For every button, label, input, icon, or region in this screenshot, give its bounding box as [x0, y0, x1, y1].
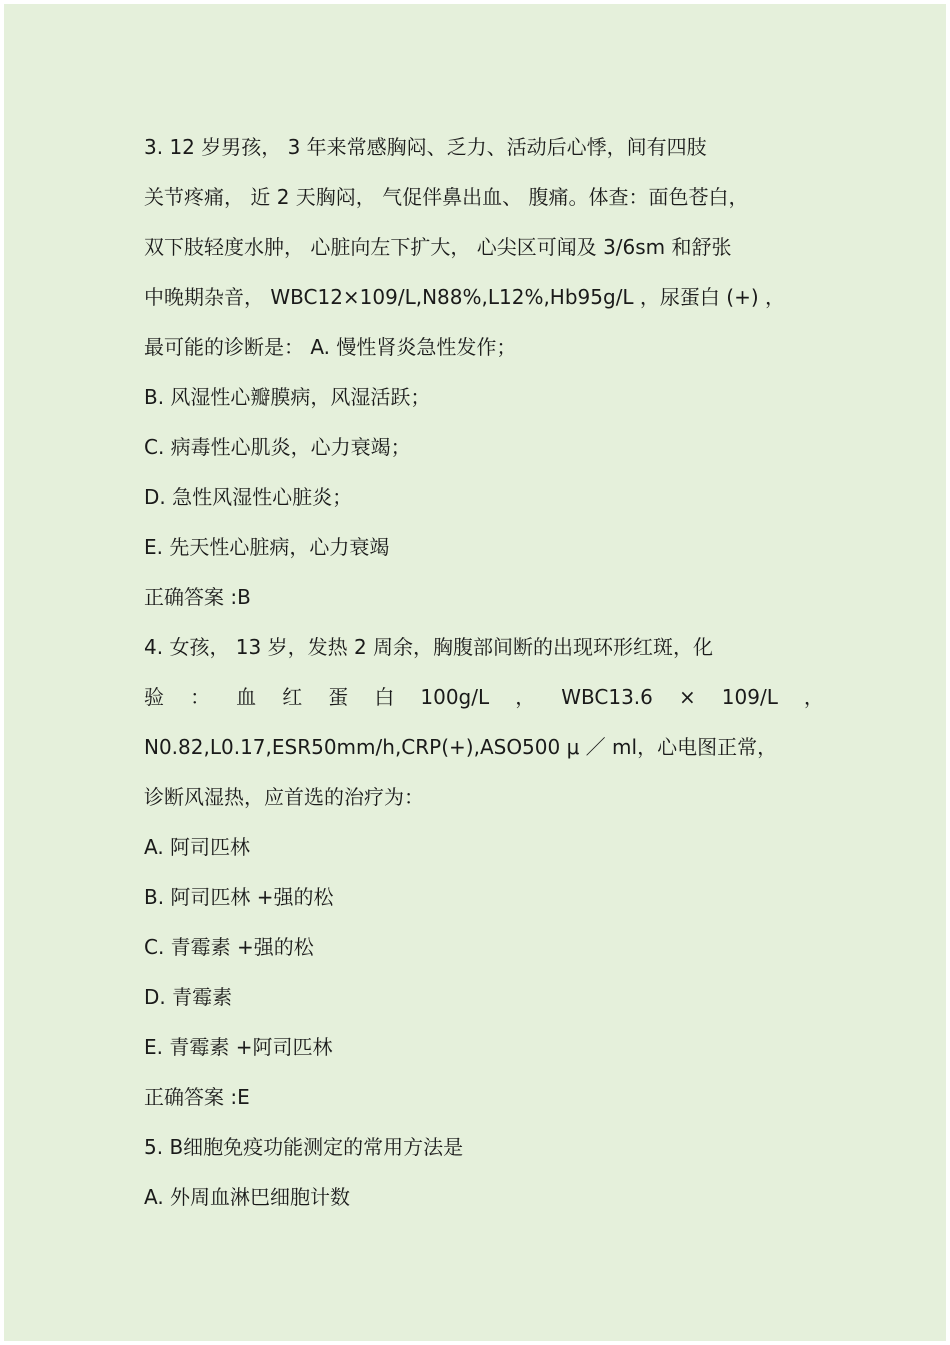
lab-part: 100g/L: [420, 685, 490, 709]
lab-part: ×: [678, 685, 696, 709]
document-content: [144, 122, 824, 1222]
question-4-option-a: A. 阿司匹林: [144, 835, 251, 859]
question-4-stem-line-2: [144, 672, 824, 722]
question-4-option-b: B. 阿司匹林 +强的松: [144, 885, 334, 909]
question-3-stem-line-1: 3. 12 岁男孩， 3 年来常感胸闷、乏力、活动后心悸，间有四肢: [144, 135, 707, 159]
question-5: [144, 1122, 824, 1222]
question-5-option-a: A. 外周血淋巴细胞计数: [144, 1185, 351, 1209]
question-4-stem-line-1: 4. 女孩， 13 岁，发热 2 周余，胸腹部间断的出现环形红斑，化: [144, 635, 714, 659]
question-4-option-c: C. 青霉素 +强的松: [144, 935, 314, 959]
question-3-option-e: E. 先天性心脏病，心力衰竭: [144, 535, 390, 559]
lab-part: 109/L: [721, 685, 778, 709]
question-3: [144, 122, 824, 622]
question-3-stem-line-2: 关节疼痛， 近 2 天胸闷， 气促伴鼻出血、 腹痛。体查：面色苍白，: [144, 185, 749, 209]
lab-part: 蛋: [328, 685, 349, 709]
question-3-option-c: C. 病毒性心肌炎，心力衰竭；: [144, 435, 411, 459]
lab-part: 白: [374, 685, 395, 709]
lab-part: ，: [803, 685, 824, 709]
question-4-stem-line-4: 诊断风湿热，应首选的治疗为：: [144, 785, 424, 809]
question-5-stem-line-1: 5. B细胞免疫功能测定的常用方法是: [144, 1135, 464, 1159]
lab-part: 红: [282, 685, 303, 709]
question-4-option-e: E. 青霉素 +阿司匹林: [144, 1035, 333, 1059]
question-4-option-d: D. 青霉素: [144, 985, 233, 1009]
lab-part: 血: [236, 685, 257, 709]
question-3-stem-line-5: 最可能的诊断是： A. 慢性肾炎急性发作；: [144, 335, 517, 359]
question-3-option-d: D. 急性风湿性心脏炎；: [144, 485, 353, 509]
lab-part: ，: [515, 685, 536, 709]
lab-part: WBC13.6: [561, 685, 653, 709]
document-page: [4, 4, 946, 1341]
question-4: [144, 622, 824, 1122]
question-3-stem-line-4: 中晚期杂音， WBC12×109/L,N88%,L12%,Hb95g/L ，尿蛋白 (+) ，: [144, 285, 786, 309]
question-3-answer: 正确答案 :B: [144, 585, 251, 609]
lab-part: ：: [190, 685, 211, 709]
lab-part: 验: [144, 685, 164, 709]
question-3-stem-line-3: 双下肢轻度水肿， 心脏向左下扩大， 心尖区可闻及 3/6sm 和舒张: [144, 235, 732, 259]
question-4-answer: 正确答案 :E: [144, 1085, 250, 1109]
question-4-stem-line-3: N0.82,L0.17,ESR50mm/h,CRP(+),ASO500 μ ／ ml，心电图正常，: [144, 735, 778, 759]
question-3-option-b: B. 风湿性心瓣膜病，风湿活跃；: [144, 385, 431, 409]
